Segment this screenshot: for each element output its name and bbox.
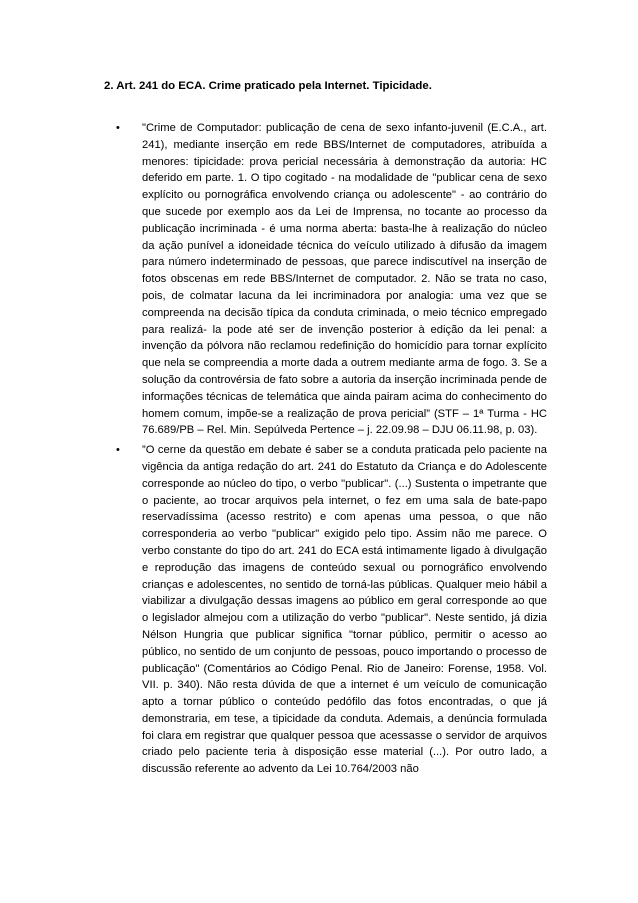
bullet-icon: • (116, 444, 120, 457)
citation-text: "Crime de Computador: publicação de cena de sexo infanto-juvenil (E.C.A., art. 241), mediante inserção em rede BBS/Internet de computadores, atribuída a menores: tipicidade: prova pericial necessária à demonstração da autoria: HC deferido em parte. 1. O tipo cogitado - na modalidade de "publicar cena de sexo explícito ou pornográfica envolvendo criança ou adolescente" - ao contrário do que sucede por exemplo aos da Lei de Imprensa, no tocante ao processo da publicação incriminada - é uma norma aberta: basta-lhe à realização do núcleo da ação punível a idoneidade técnica do veículo utilizado à difusão da imagem para número indeterminado de pessoas, que parece indiscutível na inserção de fotos obscenas em rede BBS/Internet de computador. 2. Não se trata no caso, pois, de colmatar lacuna da lei incriminadora por analogia: uma vez que se compreenda na decisão típica da conduta criminada, o meio técnico empregado para realizá- la pode até ser de invenção posterior à edição da lei penal: a invenção da pólvora não reclamou redefinição do homicídio para tornar explícito que nela se compreendia a morte dada a outrem mediante arma de fogo. 3. Se a solução da controvérsia de fato sobre a autoria da inserção incriminada pende de informações técnicas de telemática que ainda pairam acima do conhecimento do homem comum, impõe-se a realização de prova pericial” (STF – 1ª Turma - HC 76.689/PB – Rel. Min. Sepúlveda Pertence – j. 22.09.98 – DJU 06.11.98, p. 03). (142, 122, 547, 437)
bullet-icon: • (116, 122, 120, 134)
list-item (115, 442, 547, 778)
citation-list (115, 120, 547, 781)
section-heading: 2. Art. 241 do ECA. Crime praticado pela Internet. Tipicidade. (104, 80, 432, 92)
citation-text: ”O cerne da questão em debate é saber se a conduta praticada pelo paciente na vigência da antiga redação do art. 241 do Estatuto da Criança e do Adolescente corresponde ao núcleo do tipo, o verbo "publicar". (...) Sustenta o impetrante que o paciente, ao trocar arquivos pela internet, o fez em uma sala de bate-papo reservadíssima (acesso restrito) e com apenas uma pessoa, o que não corresponderia ao verbo "publicar" exigido pelo tipo. Assim não me parece. O verbo constante do tipo do art. 241 do ECA está intimamente ligado à divulgação e reprodução das imagens de conteúdo sexual ou pornográfico envolvendo crianças e adolescentes, no sentido de torná-las públicas. Qualquer meio hábil a viabilizar a divulgação dessas imagens ao público em geral corresponde ao que o legislador almejou com a utilização do verbo "publicar". Neste sentido, já dizia Nélson Hungria que publicar significa "tornar público, permitir o acesso ao público, no sentido de um conjunto de pessoas, pouco importando o processo de publicação" (Comentários ao Código Penal. Rio de Janeiro: Forense, 1958. Vol. VII. p. 340). Não resta dúvida de que a internet é um veículo de comunicação apto a tornar público o conteúdo pedófilo das fotos encontradas, o que já demonstraria, em tese, a tipicidade da conduta. Ademais, a denúncia formulada foi clara em registrar que qualquer pessoa que acessasse o servidor de arquivos criado pelo paciente teria à disposição esse material (...). Por outro lado, a discussão referente ao advento da Lei 10.764/2003 não (142, 444, 547, 776)
list-item (115, 120, 547, 439)
